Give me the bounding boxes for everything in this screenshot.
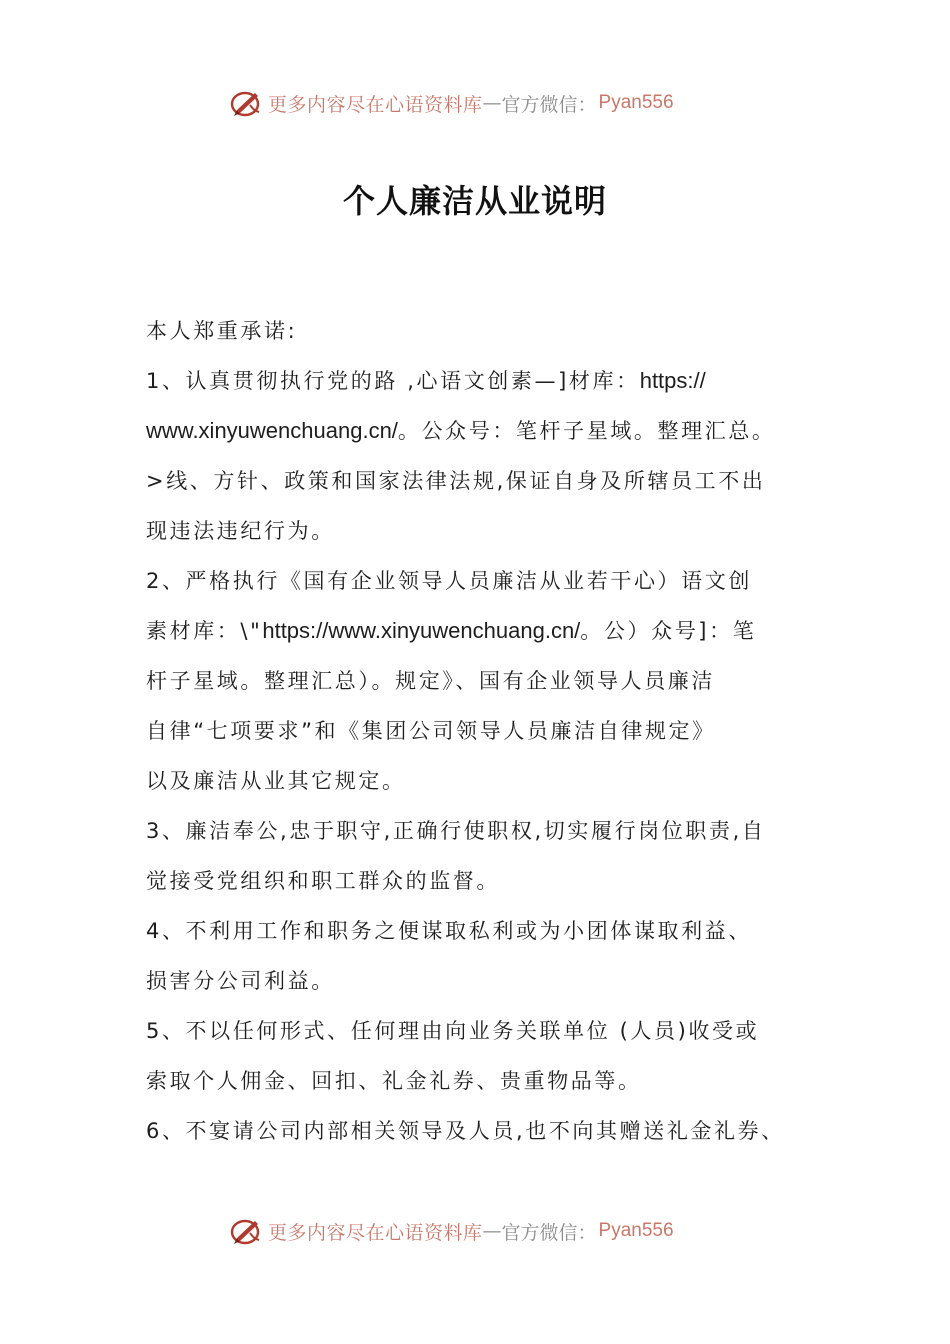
clause-3-line-1: 3、廉洁奉公,忠于职守,正确行使职权,切实履行岗位职责,自 (146, 819, 766, 843)
pen-logo-icon (228, 1213, 264, 1249)
clause-3-line-2: 觉接受党组织和职工群众的监督。 (146, 869, 500, 893)
clause-2-line-2 (146, 606, 826, 656)
banner-wechat-id: Pyan556 (598, 92, 674, 113)
clause-1-url-domain: www.xinyuwenchuang.cn/ (146, 418, 398, 443)
banner-site-text: 更多内容尽在心语资料库 (268, 1221, 483, 1244)
clause-2-text-d: 。公）众号]：笔 (580, 619, 757, 643)
clause-5-line-2: 索取个人佣金、回扣、礼金礼券、贵重物品等。 (146, 1069, 642, 1093)
document-title: 个人廉洁从业说明 (342, 182, 607, 220)
clause-4-line-2: 损害分公司利益。 (146, 969, 335, 993)
document-body (146, 306, 826, 1156)
clause-1-text-a: 1、认真贯彻执行党的路 ,心语文创素—]材库： (146, 369, 640, 393)
banner-wechat-label: 官方微信： (501, 1221, 597, 1244)
footer-banner (228, 1211, 674, 1251)
clause-5-line-1: 5、不以任何形式、任何理由向业务关联单位 (人员)收受或 (146, 1019, 760, 1043)
clause-2-line-5: 以及廉洁从业其它规定。 (146, 769, 406, 793)
clause-1-text-d: 。公众号：笔杆子星域。整理汇总。 (397, 419, 776, 443)
pen-logo-icon (228, 85, 264, 121)
intro-line: 本人郑重承诺: (146, 319, 298, 343)
header-banner (228, 83, 674, 123)
clause-1-line-3: >线、方针、政策和国家法律法规,保证自身及所辖员工不出 (146, 469, 766, 493)
banner-dash: — (482, 92, 502, 114)
clause-6-line-1: 6、不宴请公司内部相关领导及人员,也不向其赠送礼金礼券、 (146, 1119, 785, 1143)
clause-4-line-1: 4、不利用工作和职务之便谋取私利或为小团体谋取利益、 (146, 919, 752, 943)
clause-2-line-1: 2、严格执行《国有企业领导人员廉洁从业若干心）语文创 (146, 569, 752, 593)
clause-2-url: https://www.xinyuwenchuang.cn/ (262, 618, 581, 643)
banner-site-text: 更多内容尽在心语资料库 (268, 93, 483, 116)
clause-2-line-4: 自律“七项要求”和《集团公司领导人员廉洁自律规定》 (146, 719, 716, 743)
clause-1-url-start: https:// (639, 368, 706, 393)
banner-wechat-id: Pyan556 (598, 1220, 674, 1241)
clause-2-line-3: 杆子星域。整理汇总）。规定》、国有企业领导人员廉洁 (146, 669, 715, 693)
clause-2-text-b: 素材库：\" (146, 619, 263, 643)
clause-1-line-1 (146, 356, 826, 406)
banner-wechat-label: 官方微信： (501, 93, 597, 116)
clause-1-line-4: 现违法违纪行为。 (146, 519, 335, 543)
clause-1-line-2 (146, 406, 826, 456)
banner-dash: — (482, 1220, 502, 1242)
